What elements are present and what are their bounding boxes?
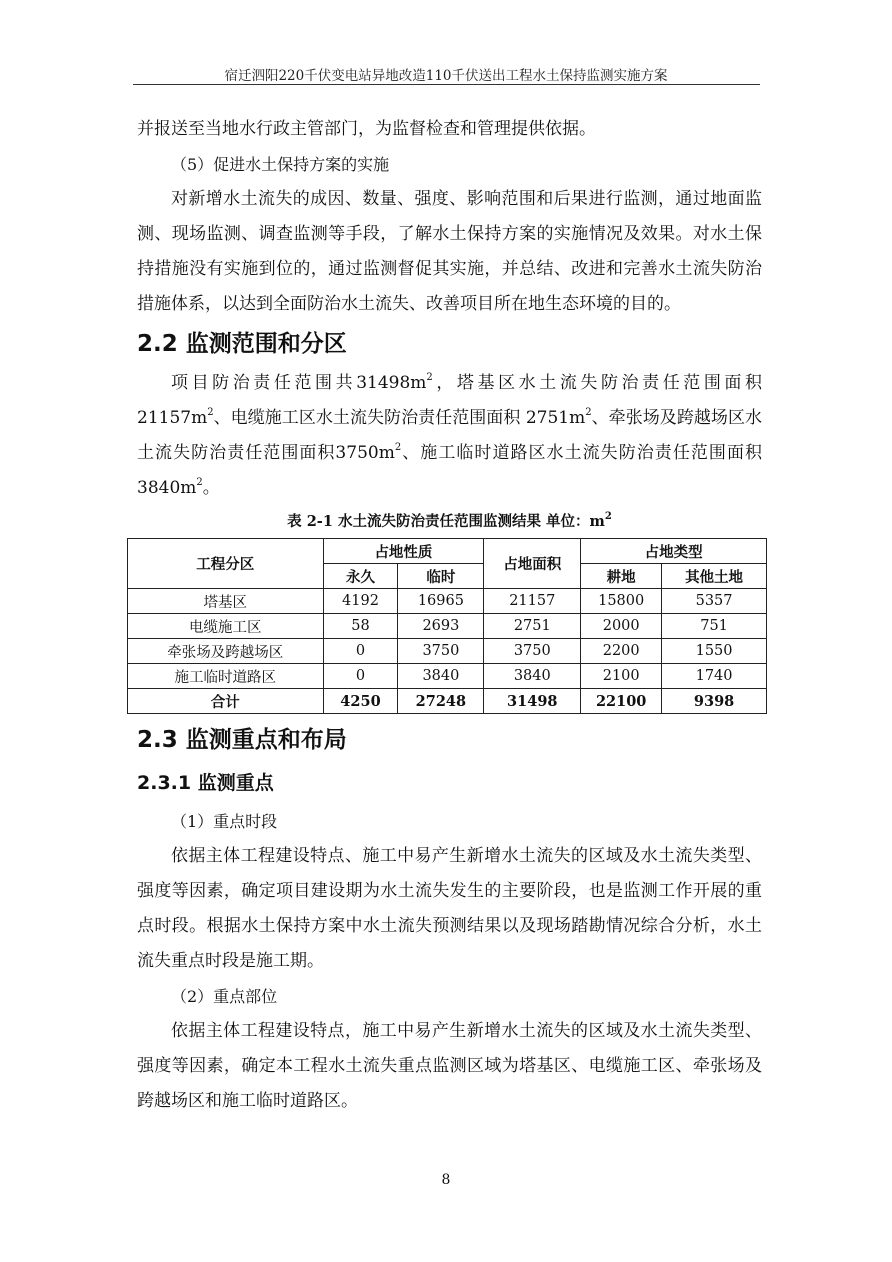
table-caption: 表 2-1 水土流失防治责任范围监测结果 单位：$m^2$ xyxy=(287,511,612,530)
cell-zone: 牵张场及跨越场区 xyxy=(128,639,324,664)
cell-farmland: 2200 xyxy=(581,639,662,664)
section-2-3-paragraph-1: 依据主体工程建设特点、施工中易产生新增水土流失的区域及水土流失类型、强度等因素，确定项目建设期为水土流失发生的主要阶段，也是监测工作开展的重点时段。根据水土保持方案中水土流失预测结果以及现场踏勘情况综合分析，水土流失重点时段是施工期。 xyxy=(137,846,762,971)
header-area: 占地面积 xyxy=(484,539,581,589)
cell-other: 1740 xyxy=(662,664,767,689)
section-2-3-paragraph-2: 依据主体工程建设特点，施工中易产生新增水土流失的区域及水土流失类型、强度等因素，确定本工程水土流失重点监测区域为塔基区、电缆施工区、牵张场及跨越场区和施工临时道路区。 xyxy=(137,1021,762,1111)
document-body xyxy=(137,112,762,1119)
header-other: 其他土地 xyxy=(662,564,767,589)
cell-permanent: 4250 xyxy=(323,689,398,714)
cell-zone: 电缆施工区 xyxy=(128,614,324,639)
header-divider xyxy=(133,84,760,85)
cell-farmland: 2000 xyxy=(581,614,662,639)
cell-area: 3840 xyxy=(484,664,581,689)
table-row xyxy=(128,589,767,614)
cell-permanent: 58 xyxy=(323,614,398,639)
header-farmland: 耕地 xyxy=(581,564,662,589)
table-row xyxy=(128,614,767,639)
cell-temporary: 3750 xyxy=(398,639,484,664)
cell-farmland: 15800 xyxy=(581,589,662,614)
cell-other: 751 xyxy=(662,614,767,639)
cell-permanent: 0 xyxy=(323,639,398,664)
intro-paragraph-1: 并报送至当地水行政主管部门，为监督检查和管理提供依据。 xyxy=(137,119,596,139)
responsibility-area-table xyxy=(127,538,767,714)
table-row xyxy=(128,664,767,689)
cell-temporary: 27248 xyxy=(398,689,484,714)
page-header-title: 宿迁泗阳220千伏变电站异地改造110千伏送出工程水土保持监测实施方案 xyxy=(224,68,668,84)
cell-temporary: 3840 xyxy=(398,664,484,689)
cell-permanent: 0 xyxy=(323,664,398,689)
table-row xyxy=(128,639,767,664)
header-temporary: 临时 xyxy=(398,564,484,589)
page-number: 8 xyxy=(441,1172,451,1188)
header-nature: 占地性质 xyxy=(323,539,484,564)
list-item-5: （5）促进水土保持方案的实施 xyxy=(171,155,390,174)
cell-zone: 施工临时道路区 xyxy=(128,664,324,689)
cell-area: 31498 xyxy=(484,689,581,714)
cell-other: 9398 xyxy=(662,689,767,714)
cell-temporary: 2693 xyxy=(398,614,484,639)
cell-temporary: 16965 xyxy=(398,589,484,614)
cell-area: 3750 xyxy=(484,639,581,664)
cell-other: 5357 xyxy=(662,589,767,614)
section-2-2-paragraph: 项目防治责任范围共$31498m^2$，塔基区水土流失防治责任范围面积$21157m^2$、电缆施工区水土流失防治责任范围面积 $2751m^2$、牵张场及跨越场区水土流失防治责任范围面积$3750m^2$、施工临时道路区水土流失防治责任范围面积$3840m^2$。 xyxy=(137,372,763,498)
list-item-2: （2）重点部位 xyxy=(171,987,278,1006)
intro-paragraph-2: 对新增水土流失的成因、数量、强度、影响范围和后果进行监测，通过地面监测、现场监测、调查监测等手段，了解水土保持方案的实施情况及效果。对水土保持措施没有实施到位的，通过监测督促其实施，并总结、改进和完善水土流失防治措施体系，以达到全面防治水土流失、改善项目所在地生态环境的目的。 xyxy=(137,189,762,314)
cell-other: 1550 xyxy=(662,639,767,664)
cell-permanent: 4192 xyxy=(323,589,398,614)
table-total-row xyxy=(128,689,767,714)
section-heading-2-2: 2.2 监测范围和分区 xyxy=(137,331,347,357)
cell-zone: 合计 xyxy=(128,689,324,714)
header-type: 占地类型 xyxy=(581,539,767,564)
cell-zone: 塔基区 xyxy=(128,589,324,614)
section-heading-2-3: 2.3 监测重点和布局 xyxy=(137,727,347,753)
header-zone: 工程分区 xyxy=(128,539,324,589)
subsection-heading-2-3-1: 2.3.1 监测重点 xyxy=(137,772,274,794)
cell-area: 2751 xyxy=(484,614,581,639)
header-permanent: 永久 xyxy=(323,564,398,589)
cell-farmland: 22100 xyxy=(581,689,662,714)
cell-farmland: 2100 xyxy=(581,664,662,689)
cell-area: 21157 xyxy=(484,589,581,614)
list-item-1: （1）重点时段 xyxy=(171,812,278,831)
